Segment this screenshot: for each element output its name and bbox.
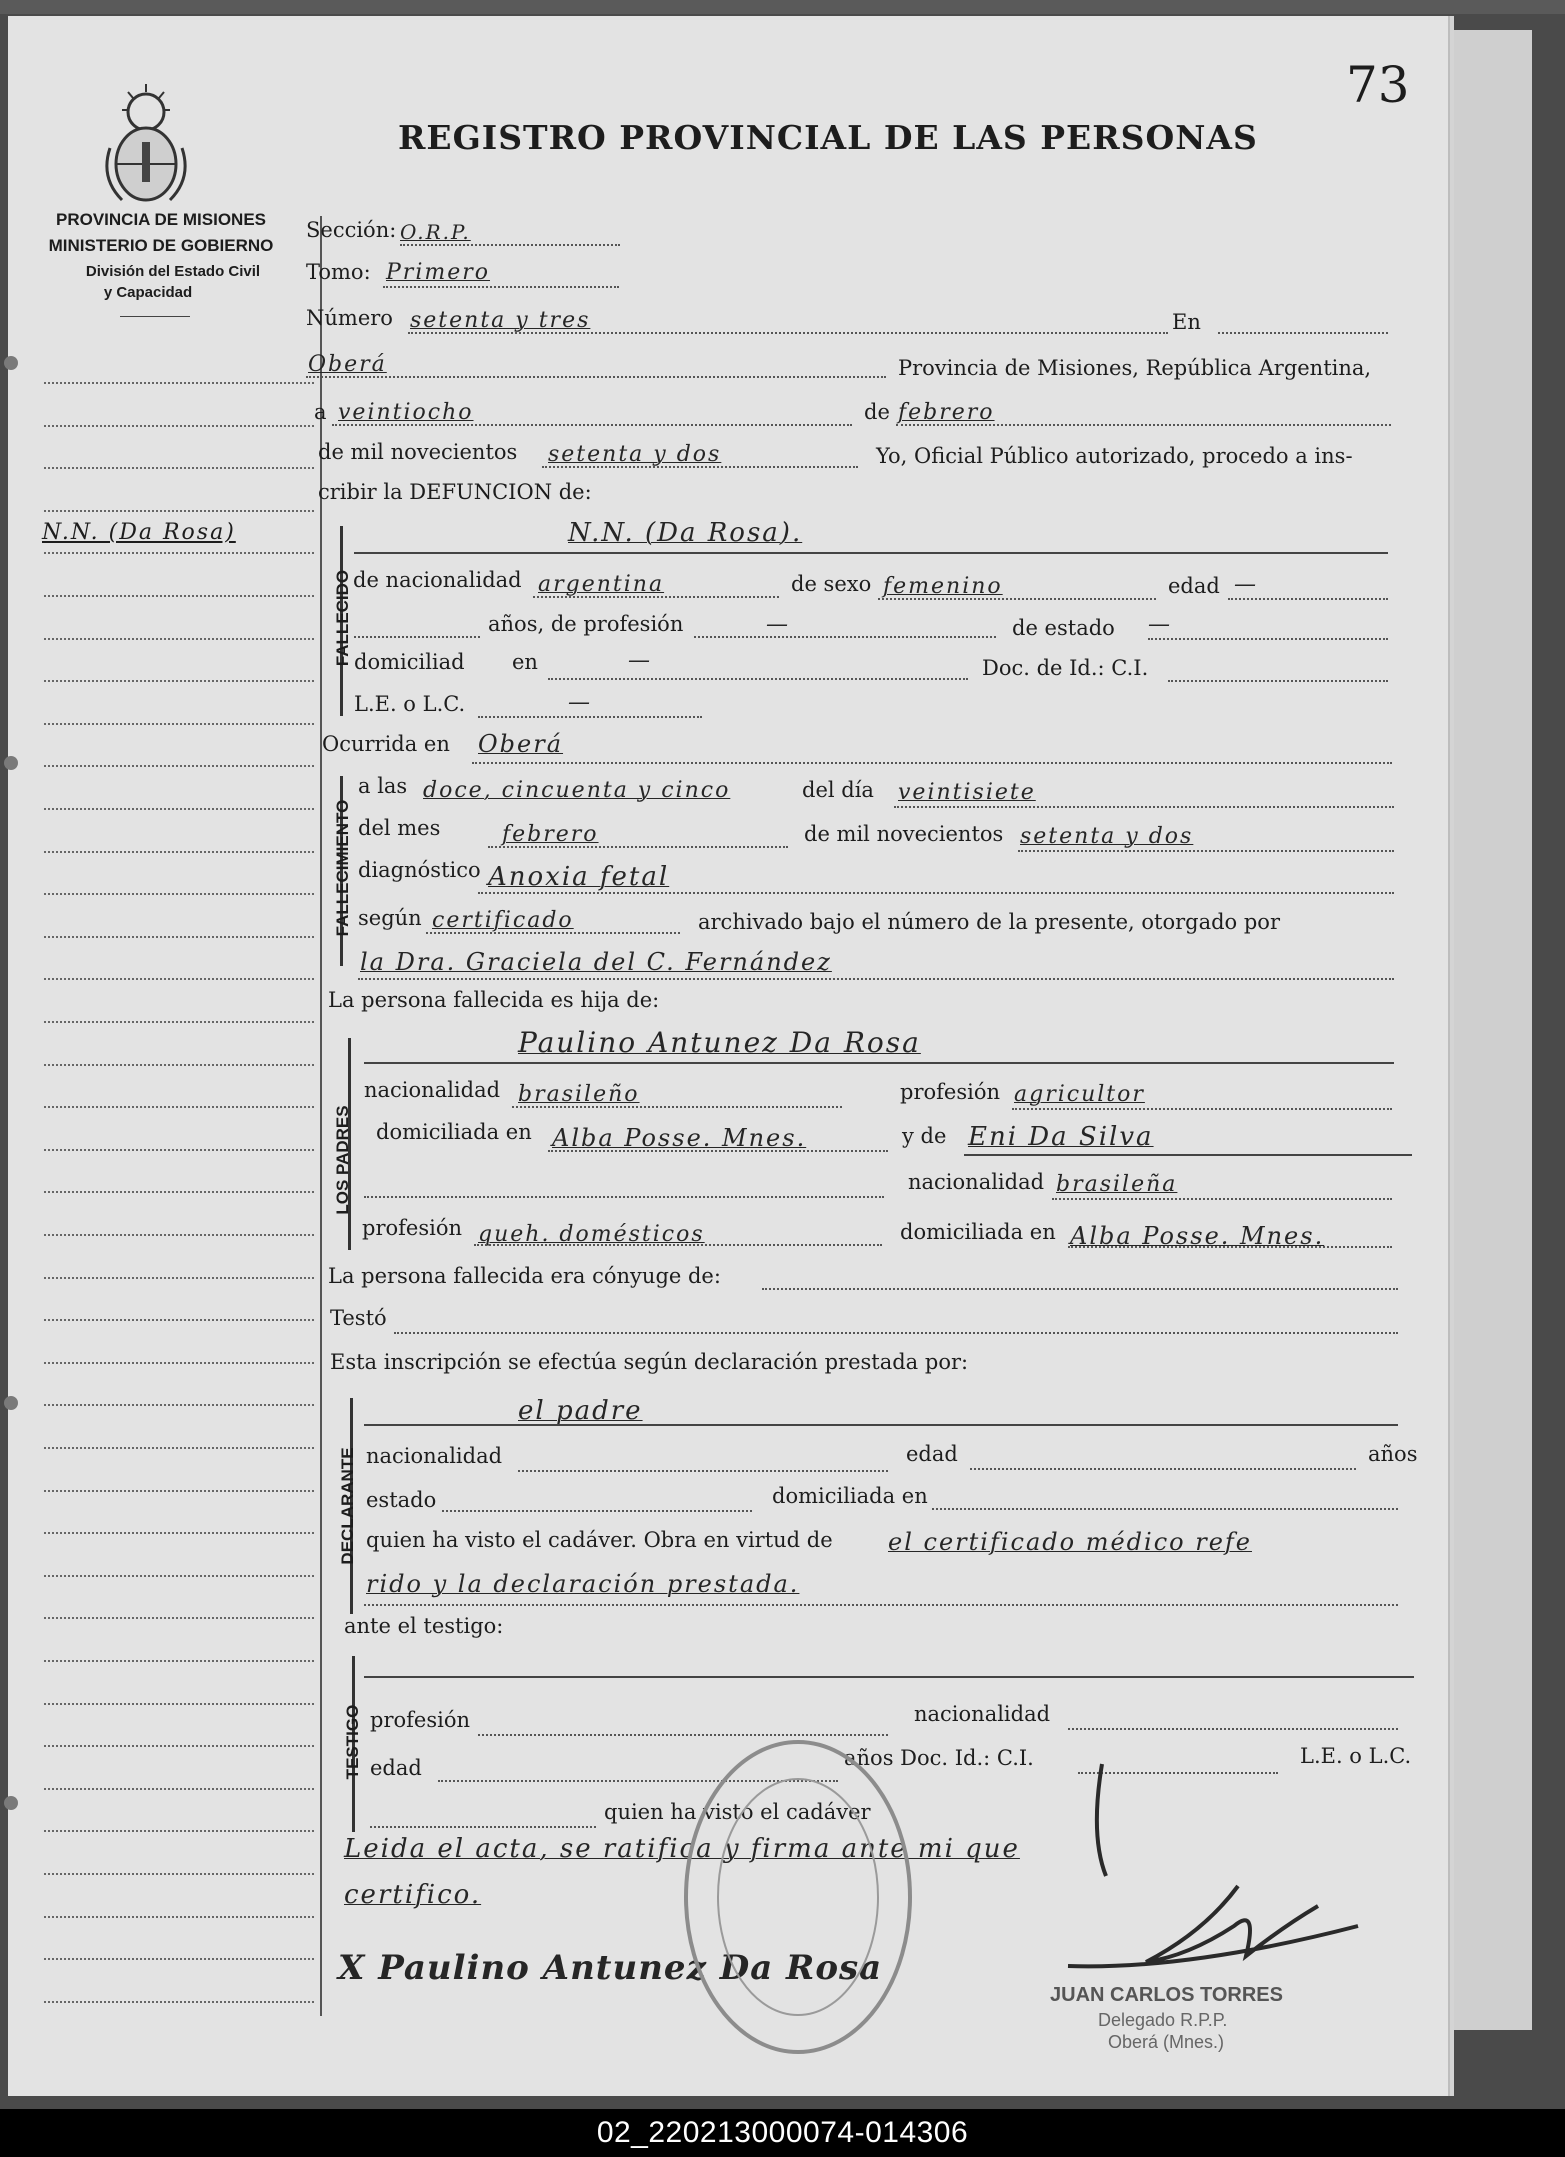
obra-label: quien ha visto el cadáver. Obra en virtud de — [366, 1528, 833, 1552]
dia-line — [332, 424, 852, 426]
coat-of-arms-icon — [98, 78, 194, 208]
a-label: a — [314, 400, 327, 424]
ocurrida-value: Oberá — [478, 730, 564, 758]
margin-rule-line — [44, 510, 314, 512]
margin-rule-line — [44, 1703, 314, 1705]
numero-label: Número — [306, 306, 393, 330]
doc-id-label: Doc. de Id.: C.I. — [982, 656, 1149, 680]
edad-line — [1228, 598, 1388, 600]
estado-label: de estado — [1012, 616, 1115, 640]
nombre-value: N.N. (Da Rosa). — [568, 518, 803, 548]
margin-rule-line — [44, 1873, 314, 1875]
anos-profesion-label: años, de profesión — [488, 612, 684, 636]
obra-value-2: rido y la declaración prestada. — [366, 1570, 800, 1598]
le-lc-line — [478, 716, 702, 718]
y-de-label: y de — [902, 1124, 947, 1148]
margin-rule-line — [44, 1617, 314, 1619]
margin-rule-line — [44, 1234, 314, 1236]
seccion-value: O.R.P. — [400, 220, 471, 244]
sexo-value: femenino — [883, 574, 1003, 599]
numero-line — [408, 332, 1168, 334]
margin-note: N.N. (Da Rosa) — [42, 520, 236, 545]
dia-num-value: veintisiete — [898, 780, 1036, 805]
margin-rule-line — [44, 1191, 314, 1193]
padre-value: Paulino Antunez Da Rosa — [518, 1026, 921, 1059]
margin-rule-line — [44, 1958, 314, 1960]
margin-rule-line — [44, 808, 314, 810]
mes-line — [896, 424, 1391, 426]
margin-rule-line — [44, 1362, 314, 1364]
sexo-label: de sexo — [791, 572, 872, 596]
estado-value: — — [1148, 612, 1172, 637]
conyuge-label: La persona fallecida era cónyuge de: — [328, 1264, 721, 1288]
margin-rule-line — [44, 978, 314, 980]
testo-line — [394, 1332, 1398, 1334]
margin-rule-line — [44, 893, 314, 895]
hija-de-label: La persona fallecida es hija de: — [328, 988, 660, 1012]
margin-rule-line — [44, 638, 314, 640]
padres-label: LOS PADRES — [333, 1105, 352, 1215]
testigo-visto-label: quien ha visto el cadáver — [604, 1800, 871, 1824]
margin-rule-line — [44, 723, 314, 725]
divider — [120, 316, 190, 317]
division-label: División del Estado Civil — [85, 263, 261, 280]
en-label: En — [1172, 310, 1201, 334]
segun-value: certificado — [432, 908, 574, 933]
binding-hole — [4, 1796, 18, 1810]
madre-nac-label: nacionalidad — [908, 1170, 1045, 1194]
en-line — [1218, 332, 1388, 334]
le-lc-label: L.E. o L.C. — [354, 692, 466, 716]
anos-line — [354, 636, 480, 638]
padre-nac-label: nacionalidad — [364, 1078, 501, 1102]
dia-num-line — [894, 806, 1394, 808]
decl-edad-label: edad — [906, 1442, 958, 1466]
mes-f-value: febrero — [502, 822, 599, 847]
fallecimiento-label: FALLECIMIENTO — [333, 799, 352, 937]
madre-dom-value: Alba Posse. Mnes. — [1070, 1222, 1325, 1250]
obra-value-1: el certificado médico refe — [888, 1528, 1252, 1556]
tomo-line — [383, 286, 619, 288]
binding-hole — [4, 1396, 18, 1410]
anio-value: setenta y dos — [548, 442, 722, 467]
doc-id-line — [1168, 680, 1388, 682]
en-dom-label: en — [512, 650, 538, 674]
inscripcion-label: Esta inscripción se efectúa según declaración prestada por: — [330, 1350, 969, 1374]
ocurrida-label: Ocurrida en — [322, 732, 450, 756]
margin-rule-line — [44, 1404, 314, 1406]
footer-id: 02_220213000074-014306 — [0, 2109, 1565, 2157]
margin-rule-line — [44, 467, 314, 469]
otorgado-value: la Dra. Graciela del C. Fernández — [360, 948, 832, 976]
testo-label: Testó — [330, 1306, 387, 1330]
padre-dom-line — [548, 1150, 888, 1152]
margin-rule-line — [44, 2001, 314, 2003]
numero-value: setenta y tres — [410, 308, 591, 333]
ante-testigo-label: ante el testigo: — [344, 1614, 504, 1638]
mes-value: febrero — [898, 400, 995, 425]
margin-rule-line — [44, 936, 314, 938]
margin-rule-line — [44, 1532, 314, 1534]
padre-prof-label: profesión — [900, 1080, 1000, 1104]
binding-hole — [4, 356, 18, 370]
margin-rule-line — [44, 382, 314, 384]
madre-prof-label: profesión — [362, 1216, 462, 1240]
leida-value-1: Leida el acta, se ratifica y firma ante mi que — [344, 1834, 1020, 1864]
signature: X Paulino Antunez Da Rosa — [338, 1948, 883, 1988]
margin-rule-line — [44, 1660, 314, 1662]
padre-nac-value: brasileño — [518, 1082, 640, 1107]
page-title: REGISTRO PROVINCIAL DE LAS PERSONAS — [398, 118, 1258, 157]
anio-f-value: setenta y dos — [1020, 824, 1194, 849]
nacionalidad-line — [533, 596, 779, 598]
top-edge — [0, 0, 1565, 14]
madre-extra-line — [364, 1196, 884, 1198]
tomo-label: Tomo: — [306, 260, 371, 284]
testigo-label: TESTIGO — [343, 1704, 362, 1780]
profesion-value: — — [766, 612, 790, 637]
margin-rule-line — [44, 1064, 314, 1066]
stamp-role: Delegado R.P.P. — [1098, 2010, 1228, 2030]
le-lc-value: — — [568, 690, 592, 715]
otorgado-line — [358, 978, 1394, 980]
hora-value: doce, cincuenta y cinco — [423, 778, 731, 803]
ministry-label: MINISTERIO DE GOBIERNO — [48, 236, 274, 255]
padre-nac-line — [512, 1106, 842, 1108]
declarante-line — [364, 1424, 1398, 1426]
profesion-line — [694, 636, 996, 638]
testigo-visto-line — [370, 1826, 596, 1828]
de-label: de — [864, 400, 890, 424]
mes-f-line — [488, 846, 788, 848]
margin-rule-line — [44, 851, 314, 853]
de-mil-label: de mil novecientos — [318, 440, 518, 464]
a-las-label: a las — [358, 774, 408, 798]
madre-prof-value: queh. domésticos — [478, 1222, 705, 1247]
margin-rule-line — [44, 680, 314, 682]
padre-prof-line — [1012, 1108, 1392, 1110]
binding-hole — [4, 756, 18, 770]
ocurrida-line — [472, 762, 1392, 764]
seccion-label: Sección: — [306, 218, 397, 242]
del-mes-label: del mes — [358, 816, 441, 840]
decl-estado-line — [442, 1510, 752, 1512]
madre-prof-line — [474, 1244, 882, 1246]
margin-rule-line — [44, 552, 314, 554]
margin-rule-line — [44, 1830, 314, 1832]
padre-prof-value: agricultor — [1014, 1082, 1145, 1107]
de-mil-nov-label: de mil novecientos — [804, 822, 1004, 846]
margin-rule-line — [44, 425, 314, 427]
anio-line — [542, 466, 858, 468]
margin-rule-line — [44, 1277, 314, 1279]
testigo-nac-label: nacionalidad — [914, 1702, 1051, 1726]
margin-rule-line — [44, 1490, 314, 1492]
division-label-2: y Capacidad — [103, 284, 193, 301]
dia-value: veintiocho — [338, 400, 474, 425]
stamp-place: Oberá (Mnes.) — [1108, 2032, 1225, 2052]
margin-rule-line — [44, 1149, 314, 1151]
round-seal-icon — [680, 1732, 916, 2062]
conyuge-line — [762, 1288, 1398, 1290]
madre-value: Eni Da Silva — [968, 1122, 1154, 1152]
provincia-label: Provincia de Misiones, República Argentina, — [898, 356, 1372, 380]
testigo-doc-label: años Doc. Id.: C.I. — [844, 1746, 1034, 1770]
margin-rule-line — [44, 1106, 314, 1108]
document-page — [8, 16, 1448, 2096]
domicilio-value: — — [628, 648, 652, 673]
declarante-label: DECLARANTE — [338, 1447, 357, 1565]
lugar-value: Oberá — [308, 352, 387, 377]
edad-label: edad — [1168, 574, 1220, 598]
sexo-line — [878, 598, 1156, 600]
madre-dom-label: domiciliada en — [900, 1220, 1056, 1244]
page-number: 73 — [1346, 56, 1410, 114]
decl-estado-label: estado — [366, 1488, 437, 1512]
estado-line — [1148, 638, 1388, 640]
nacionalidad-value: argentina — [538, 572, 665, 597]
fallecido-label: FALLECIDO — [333, 569, 352, 667]
testigo-nac-line — [1068, 1728, 1398, 1730]
diagnostico-value: Anoxia fetal — [488, 862, 670, 892]
nacionalidad-label: de nacionalidad — [353, 568, 522, 592]
province-label: PROVINCIA DE MISIONES — [55, 210, 266, 229]
margin-rule-line — [44, 595, 314, 597]
stamp-name: JUAN CARLOS TORRES — [1050, 1984, 1283, 2006]
madre-dom-line — [1068, 1246, 1392, 1248]
edad-value: — — [1234, 572, 1258, 597]
segun-line — [426, 932, 680, 934]
decl-dom-line — [932, 1508, 1398, 1510]
domicilio-line — [548, 678, 968, 680]
margin-rule-line — [44, 765, 314, 767]
testigo-name-line — [364, 1676, 1414, 1678]
padre-dom-value: Alba Posse. Mnes. — [552, 1124, 807, 1152]
segun-label: según — [358, 906, 422, 930]
anio-f-line — [1018, 850, 1394, 852]
testigo-prof-label: profesión — [370, 1708, 470, 1732]
archivado-label: archivado bajo el número de la presente, otorgado por — [698, 910, 1280, 934]
lugar-line — [306, 376, 886, 378]
leida-value-2: certifico. — [344, 1880, 482, 1910]
obra-line — [364, 1604, 1398, 1606]
decl-anos-label: años — [1368, 1442, 1418, 1466]
margin-rule-line — [44, 1745, 314, 1747]
nombre-line — [354, 552, 1388, 554]
decl-dom-label: domiciliada en — [772, 1484, 928, 1508]
testigo-edad-label: edad — [370, 1756, 422, 1780]
madre-nac-value: brasileña — [1056, 1172, 1178, 1197]
margin-rule-line — [44, 1575, 314, 1577]
tomo-value: Primero — [386, 260, 490, 285]
madre-line — [964, 1154, 1412, 1156]
margin-rule-line — [44, 1447, 314, 1449]
seccion-line — [400, 244, 620, 246]
padre-dom-label: domiciliada en — [376, 1120, 532, 1144]
margin-rule-line — [44, 1319, 314, 1321]
decl-nac-line — [518, 1470, 888, 1472]
margin-rule-line — [44, 1021, 314, 1023]
margin-rule-line — [44, 1788, 314, 1790]
decl-edad-line — [970, 1468, 1356, 1470]
margin-rule-line — [44, 1916, 314, 1918]
testigo-le-label: L.E. o L.C. — [1300, 1744, 1412, 1768]
domiciliad-label: domiciliad — [354, 650, 465, 674]
padre-line — [364, 1062, 1394, 1064]
declarante-value: el padre — [518, 1396, 643, 1426]
oficial-label: Yo, Oficial Público autorizado, procedo a ins- — [876, 444, 1353, 468]
diagnostico-label: diagnóstico — [358, 858, 481, 882]
del-dia-label: del día — [802, 778, 874, 802]
decl-nac-label: nacionalidad — [366, 1444, 503, 1468]
inscribir-label: cribir la DEFUNCION de: — [318, 480, 592, 504]
diagnostico-line — [478, 892, 1394, 894]
madre-nac-line — [1052, 1198, 1392, 1200]
